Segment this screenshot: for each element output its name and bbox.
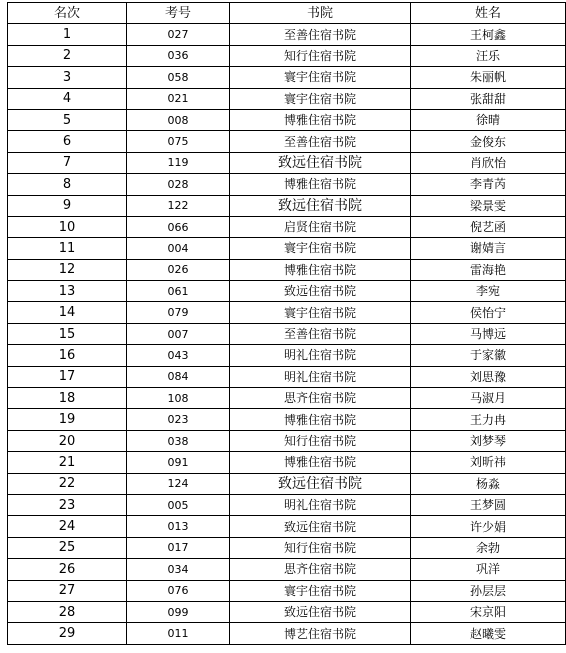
- college-cell: 寰宇住宿书院: [230, 88, 411, 109]
- rank-cell: 15: [8, 323, 127, 344]
- college-cell: 明礼住宿书院: [230, 494, 411, 515]
- rank-cell: 28: [8, 601, 127, 622]
- exam-id-cell: 038: [127, 430, 230, 451]
- name-cell: 王梦圆: [411, 494, 566, 515]
- table-row: [8, 152, 566, 173]
- rank-cell: 2: [8, 45, 127, 66]
- rank-cell: 25: [8, 537, 127, 558]
- header-college: 书院: [230, 3, 411, 24]
- college-cell: 致远住宿书院: [230, 152, 411, 173]
- exam-id-cell: 028: [127, 174, 230, 195]
- table-row: [8, 195, 566, 216]
- name-cell: 王柯鑫: [411, 24, 566, 45]
- exam-id-cell: 058: [127, 67, 230, 88]
- table-row: [8, 516, 566, 537]
- rank-cell: 17: [8, 366, 127, 387]
- table-row: [8, 473, 566, 494]
- exam-id-cell: 026: [127, 259, 230, 280]
- table-row: [8, 131, 566, 152]
- rank-cell: 14: [8, 302, 127, 323]
- rank-cell: 27: [8, 580, 127, 601]
- table-row: [8, 24, 566, 45]
- rank-cell: 22: [8, 473, 127, 494]
- college-cell: 致远住宿书院: [230, 516, 411, 537]
- college-cell: 致远住宿书院: [230, 601, 411, 622]
- rank-cell: 11: [8, 238, 127, 259]
- college-cell: 至善住宿书院: [230, 24, 411, 45]
- table-row: [8, 537, 566, 558]
- table-row: [8, 494, 566, 515]
- exam-id-cell: 043: [127, 345, 230, 366]
- college-cell: 致远住宿书院: [230, 195, 411, 216]
- name-cell: 孙层层: [411, 580, 566, 601]
- college-cell: 思齐住宿书院: [230, 559, 411, 580]
- table-row: [8, 452, 566, 473]
- exam-id-cell: 122: [127, 195, 230, 216]
- table-row: [8, 430, 566, 451]
- exam-id-cell: 076: [127, 580, 230, 601]
- name-cell: 张甜甜: [411, 88, 566, 109]
- rank-cell: 13: [8, 281, 127, 302]
- rank-cell: 18: [8, 388, 127, 409]
- name-cell: 赵曦雯: [411, 623, 566, 644]
- college-cell: 知行住宿书院: [230, 537, 411, 558]
- name-cell: 马淑月: [411, 388, 566, 409]
- exam-id-cell: 005: [127, 494, 230, 515]
- rank-cell: 16: [8, 345, 127, 366]
- name-cell: 王力冉: [411, 409, 566, 430]
- exam-id-cell: 023: [127, 409, 230, 430]
- table-row: [8, 323, 566, 344]
- name-cell: 雷海艳: [411, 259, 566, 280]
- rank-cell: 20: [8, 430, 127, 451]
- college-cell: 知行住宿书院: [230, 430, 411, 451]
- name-cell: 肖欣怡: [411, 152, 566, 173]
- exam-id-cell: 021: [127, 88, 230, 109]
- exam-id-cell: 124: [127, 473, 230, 494]
- college-cell: 博雅住宿书院: [230, 109, 411, 130]
- rank-cell: 26: [8, 559, 127, 580]
- college-cell: 知行住宿书院: [230, 45, 411, 66]
- college-cell: 至善住宿书院: [230, 131, 411, 152]
- rank-cell: 4: [8, 88, 127, 109]
- name-cell: 许少娟: [411, 516, 566, 537]
- table-row: [8, 345, 566, 366]
- college-cell: 明礼住宿书院: [230, 345, 411, 366]
- name-cell: 李青芮: [411, 174, 566, 195]
- name-cell: 刘思豫: [411, 366, 566, 387]
- exam-id-cell: 061: [127, 281, 230, 302]
- college-cell: 明礼住宿书院: [230, 366, 411, 387]
- rank-cell: 1: [8, 24, 127, 45]
- name-cell: 余勃: [411, 537, 566, 558]
- name-cell: 宋京阳: [411, 601, 566, 622]
- name-cell: 刘昕祎: [411, 452, 566, 473]
- rank-cell: 9: [8, 195, 127, 216]
- table-row: [8, 88, 566, 109]
- rank-cell: 10: [8, 216, 127, 237]
- name-cell: 马博远: [411, 323, 566, 344]
- rank-cell: 12: [8, 259, 127, 280]
- name-cell: 朱丽帆: [411, 67, 566, 88]
- name-cell: 梁景雯: [411, 195, 566, 216]
- rank-cell: 5: [8, 109, 127, 130]
- rank-cell: 19: [8, 409, 127, 430]
- exam-id-cell: 008: [127, 109, 230, 130]
- exam-id-cell: 099: [127, 601, 230, 622]
- exam-id-cell: 084: [127, 366, 230, 387]
- name-cell: 谢婧言: [411, 238, 566, 259]
- table-row: [8, 259, 566, 280]
- table-row: [8, 388, 566, 409]
- name-cell: 侯怡宁: [411, 302, 566, 323]
- college-cell: 启贤住宿书院: [230, 216, 411, 237]
- exam-id-cell: 075: [127, 131, 230, 152]
- exam-id-cell: 027: [127, 24, 230, 45]
- exam-id-cell: 091: [127, 452, 230, 473]
- college-cell: 至善住宿书院: [230, 323, 411, 344]
- header-name: 姓名: [411, 3, 566, 24]
- exam-id-cell: 004: [127, 238, 230, 259]
- rank-cell: 6: [8, 131, 127, 152]
- table-row: [8, 216, 566, 237]
- exam-id-cell: 013: [127, 516, 230, 537]
- table-row: [8, 302, 566, 323]
- name-cell: 李宛: [411, 281, 566, 302]
- college-cell: 寰宇住宿书院: [230, 67, 411, 88]
- exam-id-cell: 034: [127, 559, 230, 580]
- exam-id-cell: 007: [127, 323, 230, 344]
- rank-cell: 7: [8, 152, 127, 173]
- college-cell: 博雅住宿书院: [230, 409, 411, 430]
- header-rank: 名次: [8, 3, 127, 24]
- college-cell: 寰宇住宿书院: [230, 302, 411, 323]
- ranking-table: [7, 2, 566, 645]
- table-row: [8, 281, 566, 302]
- header-exam-id: 考号: [127, 3, 230, 24]
- table-row: [8, 238, 566, 259]
- exam-id-cell: 017: [127, 537, 230, 558]
- name-cell: 刘梦琴: [411, 430, 566, 451]
- table-row: [8, 601, 566, 622]
- name-cell: 倪艺函: [411, 216, 566, 237]
- name-cell: 金俊东: [411, 131, 566, 152]
- name-cell: 于家徽: [411, 345, 566, 366]
- table-row: [8, 45, 566, 66]
- table-row: [8, 109, 566, 130]
- college-cell: 博雅住宿书院: [230, 452, 411, 473]
- table-row: [8, 559, 566, 580]
- college-cell: 博雅住宿书院: [230, 174, 411, 195]
- college-cell: 寰宇住宿书院: [230, 238, 411, 259]
- table-row: [8, 409, 566, 430]
- college-cell: 博雅住宿书院: [230, 259, 411, 280]
- rank-cell: 29: [8, 623, 127, 644]
- exam-id-cell: 036: [127, 45, 230, 66]
- college-cell: 博艺住宿书院: [230, 623, 411, 644]
- table-row: [8, 174, 566, 195]
- table-row: [8, 366, 566, 387]
- rank-cell: 23: [8, 494, 127, 515]
- exam-id-cell: 011: [127, 623, 230, 644]
- exam-id-cell: 066: [127, 216, 230, 237]
- exam-id-cell: 108: [127, 388, 230, 409]
- rank-cell: 24: [8, 516, 127, 537]
- exam-id-cell: 119: [127, 152, 230, 173]
- name-cell: 汪乐: [411, 45, 566, 66]
- header-row: [8, 3, 566, 24]
- name-cell: 徐晴: [411, 109, 566, 130]
- table-row: [8, 623, 566, 644]
- table-row: [8, 580, 566, 601]
- table-row: [8, 67, 566, 88]
- name-cell: 杨淼: [411, 473, 566, 494]
- exam-id-cell: 079: [127, 302, 230, 323]
- rank-cell: 3: [8, 67, 127, 88]
- college-cell: 思齐住宿书院: [230, 388, 411, 409]
- college-cell: 致远住宿书院: [230, 281, 411, 302]
- college-cell: 致远住宿书院: [230, 473, 411, 494]
- name-cell: 巩洋: [411, 559, 566, 580]
- rank-cell: 21: [8, 452, 127, 473]
- college-cell: 寰宇住宿书院: [230, 580, 411, 601]
- rank-cell: 8: [8, 174, 127, 195]
